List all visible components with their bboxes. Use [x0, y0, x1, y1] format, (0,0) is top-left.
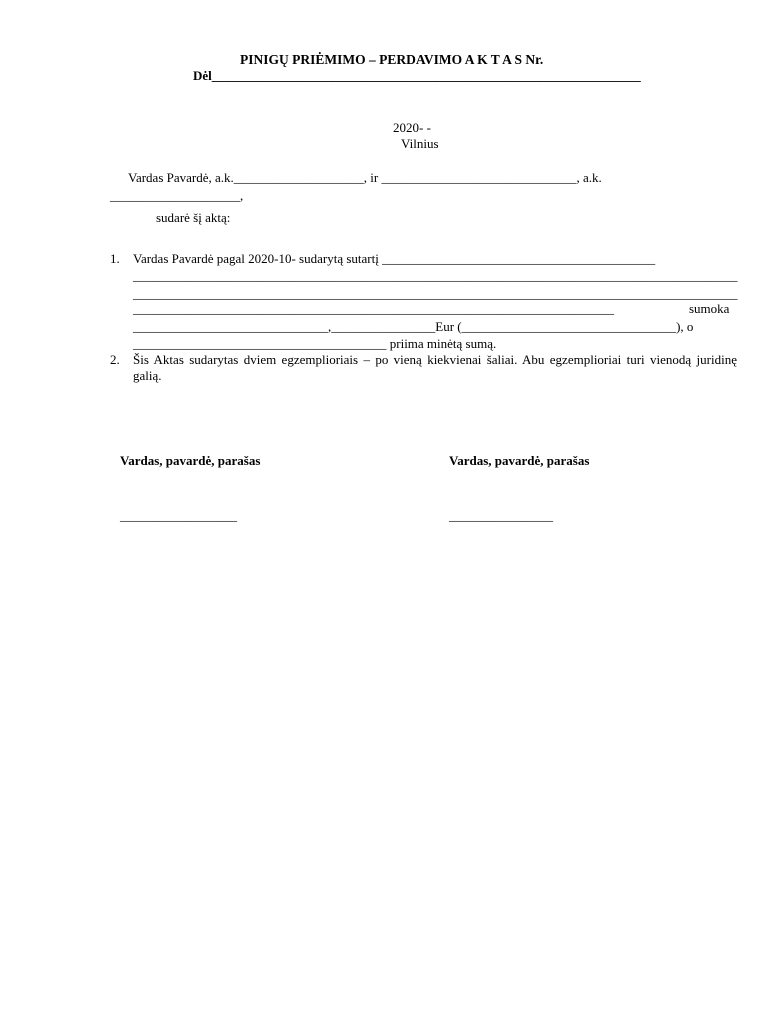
subject-line: Dėl__________________________________________________________________ [193, 68, 641, 83]
signature-right-line: ________________ [449, 508, 553, 523]
city-field: Vilnius [401, 136, 439, 151]
item-1-blank-line: _____________________________________________________________________________________________ [133, 268, 738, 283]
agreement-statement: sudarė šį aktą: [156, 210, 231, 225]
signature-left-line: __________________ [120, 508, 237, 523]
parties-line-continued: ____________________, [110, 188, 244, 203]
item-2-number: 2. [110, 352, 120, 367]
signature-right-label: Vardas, pavardė, parašas [449, 453, 590, 468]
signature-left-label: Vardas, pavardė, parašas [120, 453, 261, 468]
item-1-text: Vardas Pavardė pagal 2020-10- sudarytą sutartį __________________________________________ [133, 251, 656, 266]
item-1-amount-line: ______________________________,________________Eur (_________________________________), o [133, 319, 694, 334]
item-2-text: Šis Aktas sudarytas dviem egzemplioriais – po vieną kiekvienai šaliai. Abu egzemplioriai turi vienodą juridinę galią. [133, 352, 737, 383]
parties-line: Vardas Pavardė, a.k.____________________, ir ______________________________, a.k. [128, 170, 602, 185]
date-field: 2020- - [393, 120, 431, 135]
item-1-blank-line: __________________________________________________________________________ [133, 301, 614, 316]
item-1-receiver-line: _______________________________________ priima minėtą sumą. [133, 336, 497, 351]
item-1-blank-line: _____________________________________________________________________________________________ [133, 286, 738, 301]
document-title: PINIGŲ PRIĖMIMO – PERDAVIMO A K T A S Nr. [240, 52, 544, 67]
item-1-sumoka: sumoka [689, 301, 730, 316]
item-1-number: 1. [110, 251, 120, 266]
